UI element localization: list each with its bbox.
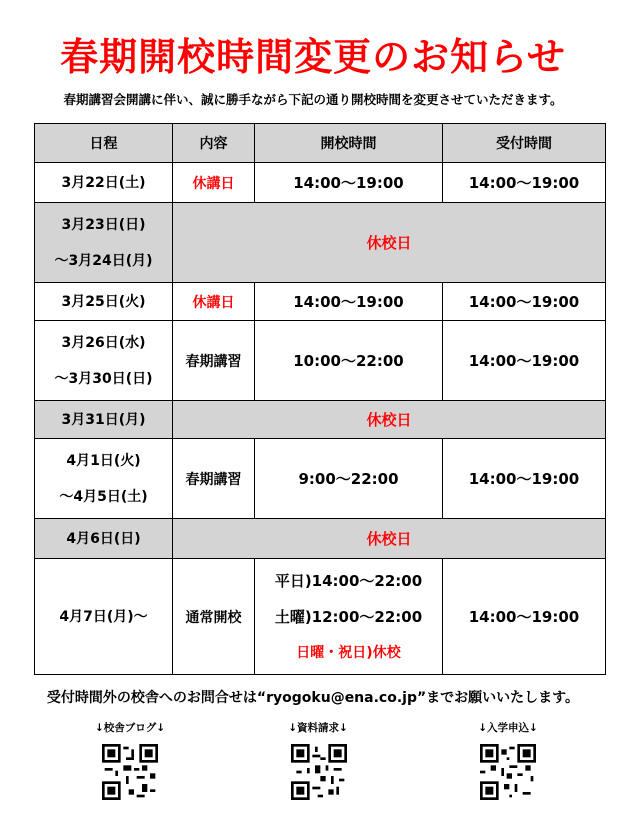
open-hours-cell: 14:00～19:00 — [255, 283, 443, 321]
closed-cell: 休校日 — [173, 401, 606, 439]
date-start: 3月26日(水) — [61, 334, 146, 351]
date-start: 3月23日(日) — [61, 216, 146, 233]
header-content: 内容 — [173, 124, 255, 163]
open-hours-cell: 9:00～22:00 — [255, 439, 443, 519]
content-cell: 春期講習 — [173, 439, 255, 519]
content-cell: 通常開校 — [173, 559, 255, 675]
reception-hours-cell: 14:00～19:00 — [443, 283, 606, 321]
qr-label-application: ↓入学申込↓ — [478, 722, 538, 734]
qr-label-blog: ↓校舎ブログ↓ — [94, 722, 166, 734]
qr-code-brochure[interactable] — [291, 744, 347, 800]
reception-hours-cell: 14:00～19:00 — [443, 321, 606, 401]
header-open-hours: 開校時間 — [255, 124, 443, 163]
table-header-row — [35, 124, 606, 163]
closed-cell: 休校日 — [173, 203, 606, 283]
content-cell: 休講日 — [173, 163, 255, 203]
date-cell — [35, 321, 173, 401]
date-cell: 3月25日(火) — [35, 283, 173, 321]
content-cell: 春期講習 — [173, 321, 255, 401]
qr-code-application[interactable] — [480, 744, 536, 800]
date-cell: 3月31日(月) — [35, 401, 173, 439]
table-row — [35, 559, 606, 675]
date-end: ～3月30日(日) — [54, 370, 153, 387]
sunday-holiday-closed: 日曜・祝日)休校 — [296, 644, 401, 661]
header-reception-hours: 受付時間 — [443, 124, 606, 163]
table-row — [35, 163, 606, 203]
page-title: 春期開校時間変更のお知らせ — [60, 35, 566, 79]
date-cell: 3月22日(土) — [35, 163, 173, 203]
reception-hours-cell: 14:00～19:00 — [443, 439, 606, 519]
table-row — [35, 519, 606, 559]
schedule-table — [34, 123, 606, 675]
open-hours-cell: 14:00～19:00 — [255, 163, 443, 203]
open-hours-cell: 10:00～22:00 — [255, 321, 443, 401]
open-hours-cell — [255, 559, 443, 675]
date-cell — [35, 439, 173, 519]
table-row — [35, 203, 606, 283]
contact-note: 受付時間外の校舎へのお問合せは“ryogoku@ena.co.jp”までお願いいたします。 — [46, 690, 580, 706]
table-row — [35, 439, 606, 519]
reception-hours-cell: 14:00～19:00 — [443, 559, 606, 675]
date-end: ～3月24日(月) — [54, 252, 153, 269]
closed-cell: 休校日 — [173, 519, 606, 559]
date-cell — [35, 203, 173, 283]
reception-hours-cell: 14:00～19:00 — [443, 163, 606, 203]
content-cell: 休講日 — [173, 283, 255, 321]
qr-code-blog[interactable] — [102, 744, 158, 800]
table-row — [35, 401, 606, 439]
qr-label-brochure: ↓資料請求↓ — [288, 722, 348, 734]
date-end: ～4月5日(土) — [59, 488, 148, 505]
date-cell: 4月6日(日) — [35, 519, 173, 559]
saturday-hours: 土曜)12:00～22:00 — [274, 607, 423, 626]
date-start: 4月1日(火) — [66, 452, 141, 469]
table-row — [35, 283, 606, 321]
table-row — [35, 321, 606, 401]
intro-text: 春期講習会開講に伴い、誠に勝手ながら下記の通り開校時間を変更させていただきます。 — [63, 92, 563, 107]
date-cell: 4月7日(月)～ — [35, 559, 173, 675]
weekday-hours: 平日)14:00～22:00 — [274, 571, 423, 590]
header-date: 日程 — [35, 124, 173, 163]
